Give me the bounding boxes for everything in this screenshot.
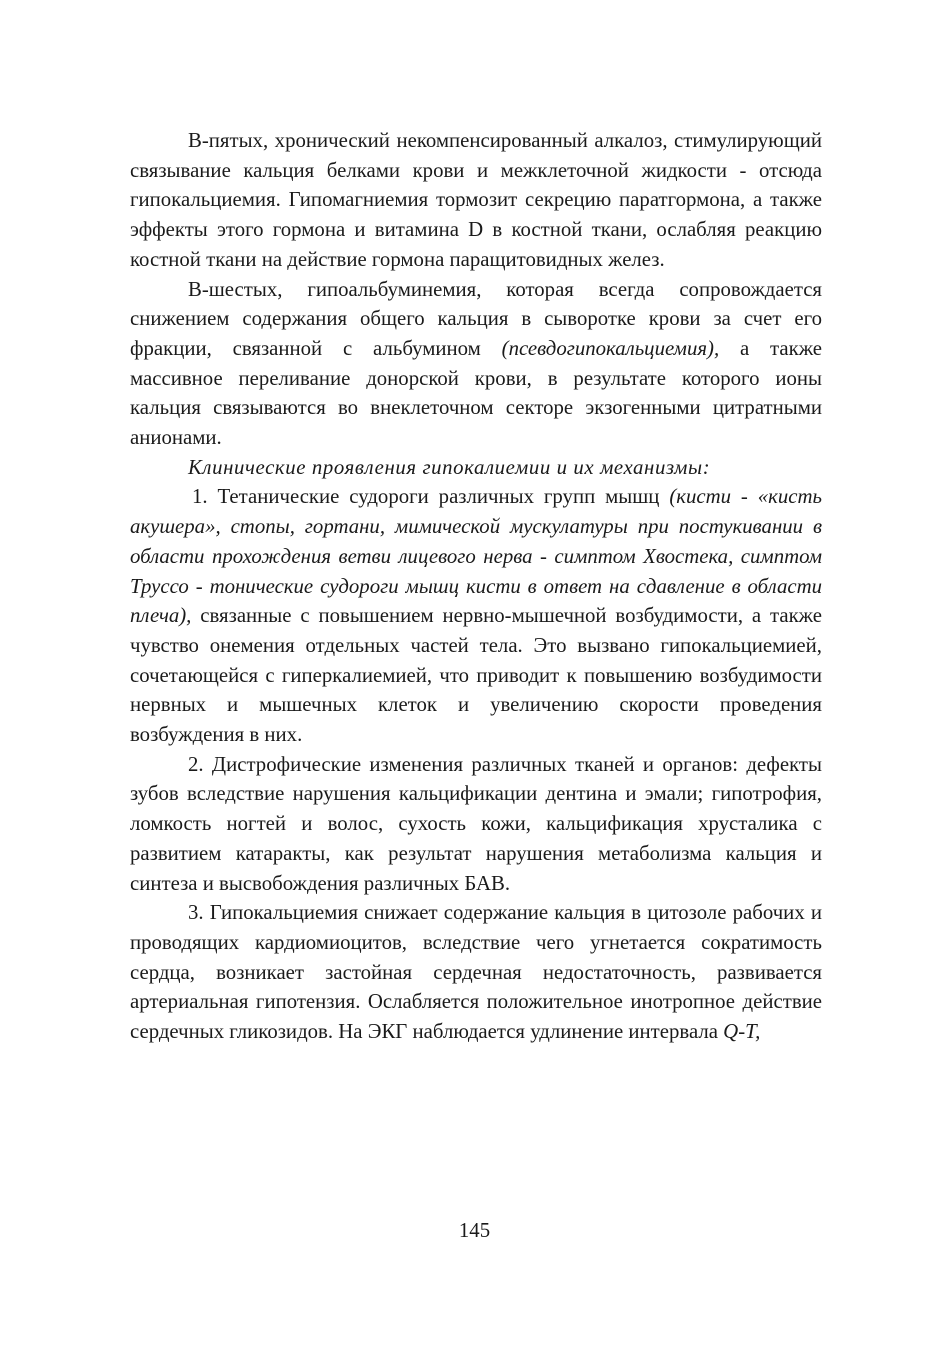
paragraph-sixth [130, 275, 822, 453]
section-heading-text: Клинические проявления гипокалиемии и их механизмы: [188, 455, 711, 479]
page-number: 145 [458, 1219, 491, 1242]
list-item-1-italic: (кисти - «кисть акушера», стопы, гортани, мимической мускулатуры при постукивании в области прохождения ветви лицевого нерва - симптом Хвостека, симптом Труссо - тонические судороги мышц кисти в ответ на сдавление в области плеча), [130, 485, 823, 628]
list-item-2-text: 2. Дистрофические изменения различных тканей и органов: дефекты зубов вследствие нарушения кальцификации дентина и эмали; гипотрофия, ломкость ногтей и волос, сухость кожи, кальцификация хрусталика с развитием катаракты, как результат нарушения метаболизма кальция и синтеза и высвобождения различных БАВ. [130, 752, 822, 895]
paragraph-sixth-italic: (псевдогипокальциемия), [501, 336, 720, 360]
list-item-2 [130, 750, 822, 899]
list-item-1-text-end: связанные с повышением нервно-мышечной возбудимости, а также чувство онемения отдельных частей тела. Это вызвано гипокальциемией, сочетающейся с гиперкалиемией, что приводит к повышению возбудимости нервных и мышечных клеток и увеличению скорости проведения возбуждения в них. [130, 604, 822, 747]
paragraph-fifth [130, 126, 822, 275]
list-item-1 [130, 482, 822, 749]
paragraph-sixth-text-end: а также массивное переливание донорской крови, в результате которого ионы кальция связываются во внеклеточном секторе экзогенными цитратными анионами. [130, 336, 823, 450]
section-heading [130, 453, 822, 483]
paragraph-fifth-text: В-пятых, хронический некомпенсированный алкалоз, стимулирующий связывание кальция белками крови и межклеточной жидкости - отсюда гипокальциемия. Гипомагниемия тормозит секрецию паратгормона, а также эффекты этого гормона и витамина D в костной ткани, ослабляя реакцию костной ткани на действие гормона паращитовидных желез. [130, 129, 822, 271]
list-item-1-text: 1. Тетанические судороги различных групп мышц [192, 485, 660, 509]
page-body [130, 126, 822, 1047]
paragraph-sixth-text: В-шестых, гипоальбуминемия, которая всегда сопровождается снижением содержания общего кальция в сыворотке крови за счет его фракции, связанной с альбумином [130, 277, 822, 360]
list-item-3-italic: Q-T, [723, 1020, 761, 1044]
list-item-3 [130, 898, 822, 1047]
list-item-3-text: 3. Гипокальциемия снижает содержание кальция в цитозоле рабочих и проводящих кардиомиоцитов, вследствие чего угнетается сократимость сердца, возникает застойная сердечная недостаточность, развивается артериальная гипотензия. Ослабляется положительное инотропное действие сердечных гликозидов. На ЭКГ наблюдается удлинение интервала [130, 901, 822, 1044]
